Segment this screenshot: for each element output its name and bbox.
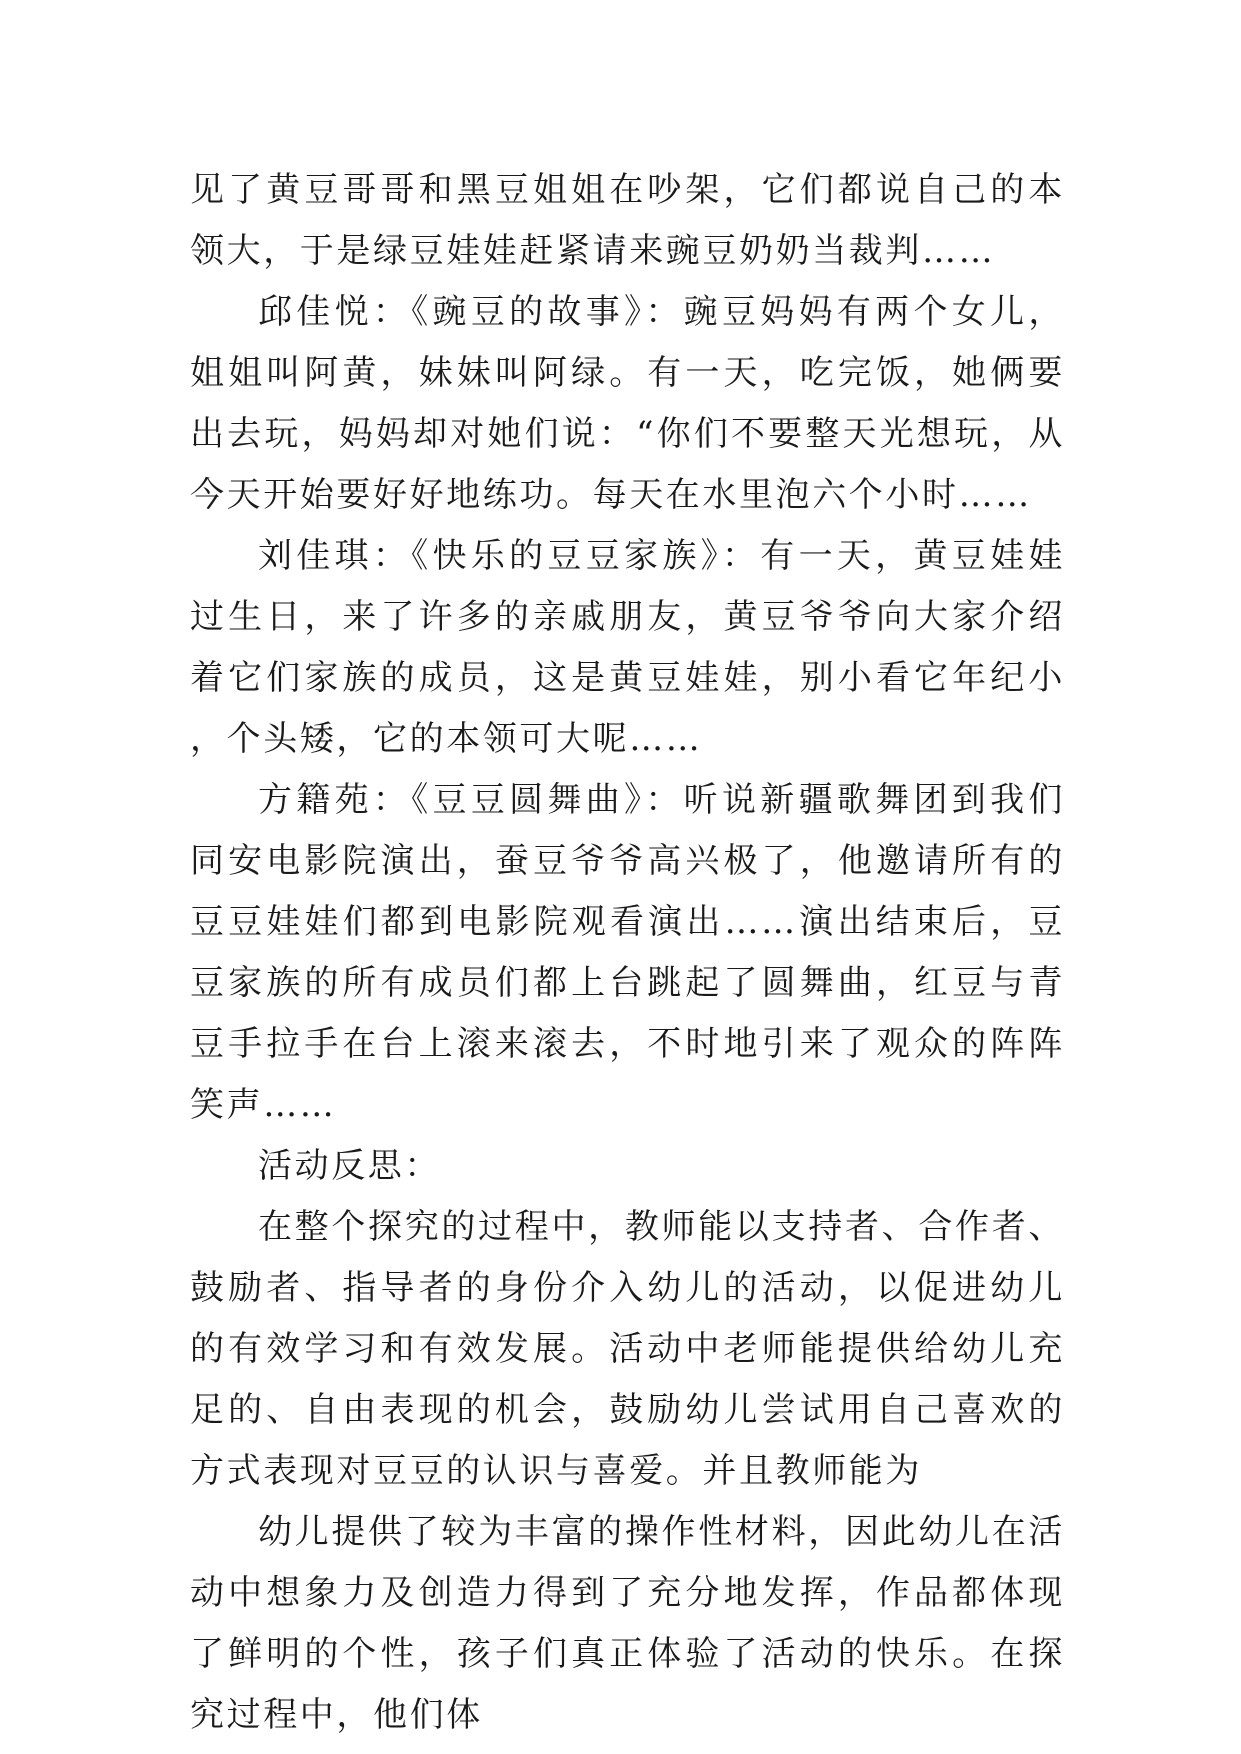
document-body [190, 160, 1065, 1746]
paragraph-fang-jiyuan-story: 方籍苑：《豆豆圆舞曲》：听说新疆歌舞团到我们同安电影院演出，蚕豆爷爷高兴极了，他邀请所有的豆豆娃娃们都到电影院观看演出……演出结束后，豆豆家族的所有成员们都上台跳起了圆舞曲，红豆与青豆手拉手在台上滚来滚去，不时地引来了观众的阵阵笑声…… [190, 780, 1065, 1125]
paragraph-liu-jiaqi-story: 刘佳琪：《快乐的豆豆家族》：有一天，黄豆娃娃过生日，来了许多的亲戚朋友，黄豆爷爷向大家介绍着它们家族的成员，这是黄豆娃娃，别小看它年纪小，个头矮，它的本领可大呢…… [190, 536, 1065, 759]
paragraph-reflection-1: 在整个探究的过程中，教师能以支持者、合作者、鼓励者、指导者的身份介入幼儿的活动，以促进幼儿的有效学习和有效发展。活动中老师能提供给幼儿充足的、自由表现的机会，鼓励幼儿尝试用自己喜欢的方式表现对豆豆的认识与喜爱。并且教师能为 [190, 1207, 1065, 1491]
paragraph-continued: 见了黄豆哥哥和黑豆姐姐在吵架，它们都说自己的本领大，于是绿豆娃娃赶紧请来豌豆奶奶当裁判…… [190, 170, 1065, 271]
paragraph-reflection-2: 幼儿提供了较为丰富的操作性材料，因此幼儿在活动中想象力及创造力得到了充分地发挥，作品都体现了鲜明的个性，孩子们真正体验了活动的快乐。在探究过程中，他们体 [190, 1512, 1065, 1735]
paragraph-qiu-jiayue-story: 邱佳悦：《豌豆的故事》：豌豆妈妈有两个女儿，姐姐叫阿黄，妹妹叫阿绿。有一天，吃完饭，她俩要出去玩，妈妈却对她们说：“你们不要整天光想玩，从今天开始要好好地练功。每天在水里泡六个小时…… [190, 292, 1065, 515]
section-heading-reflection: 活动反思： [258, 1146, 441, 1186]
